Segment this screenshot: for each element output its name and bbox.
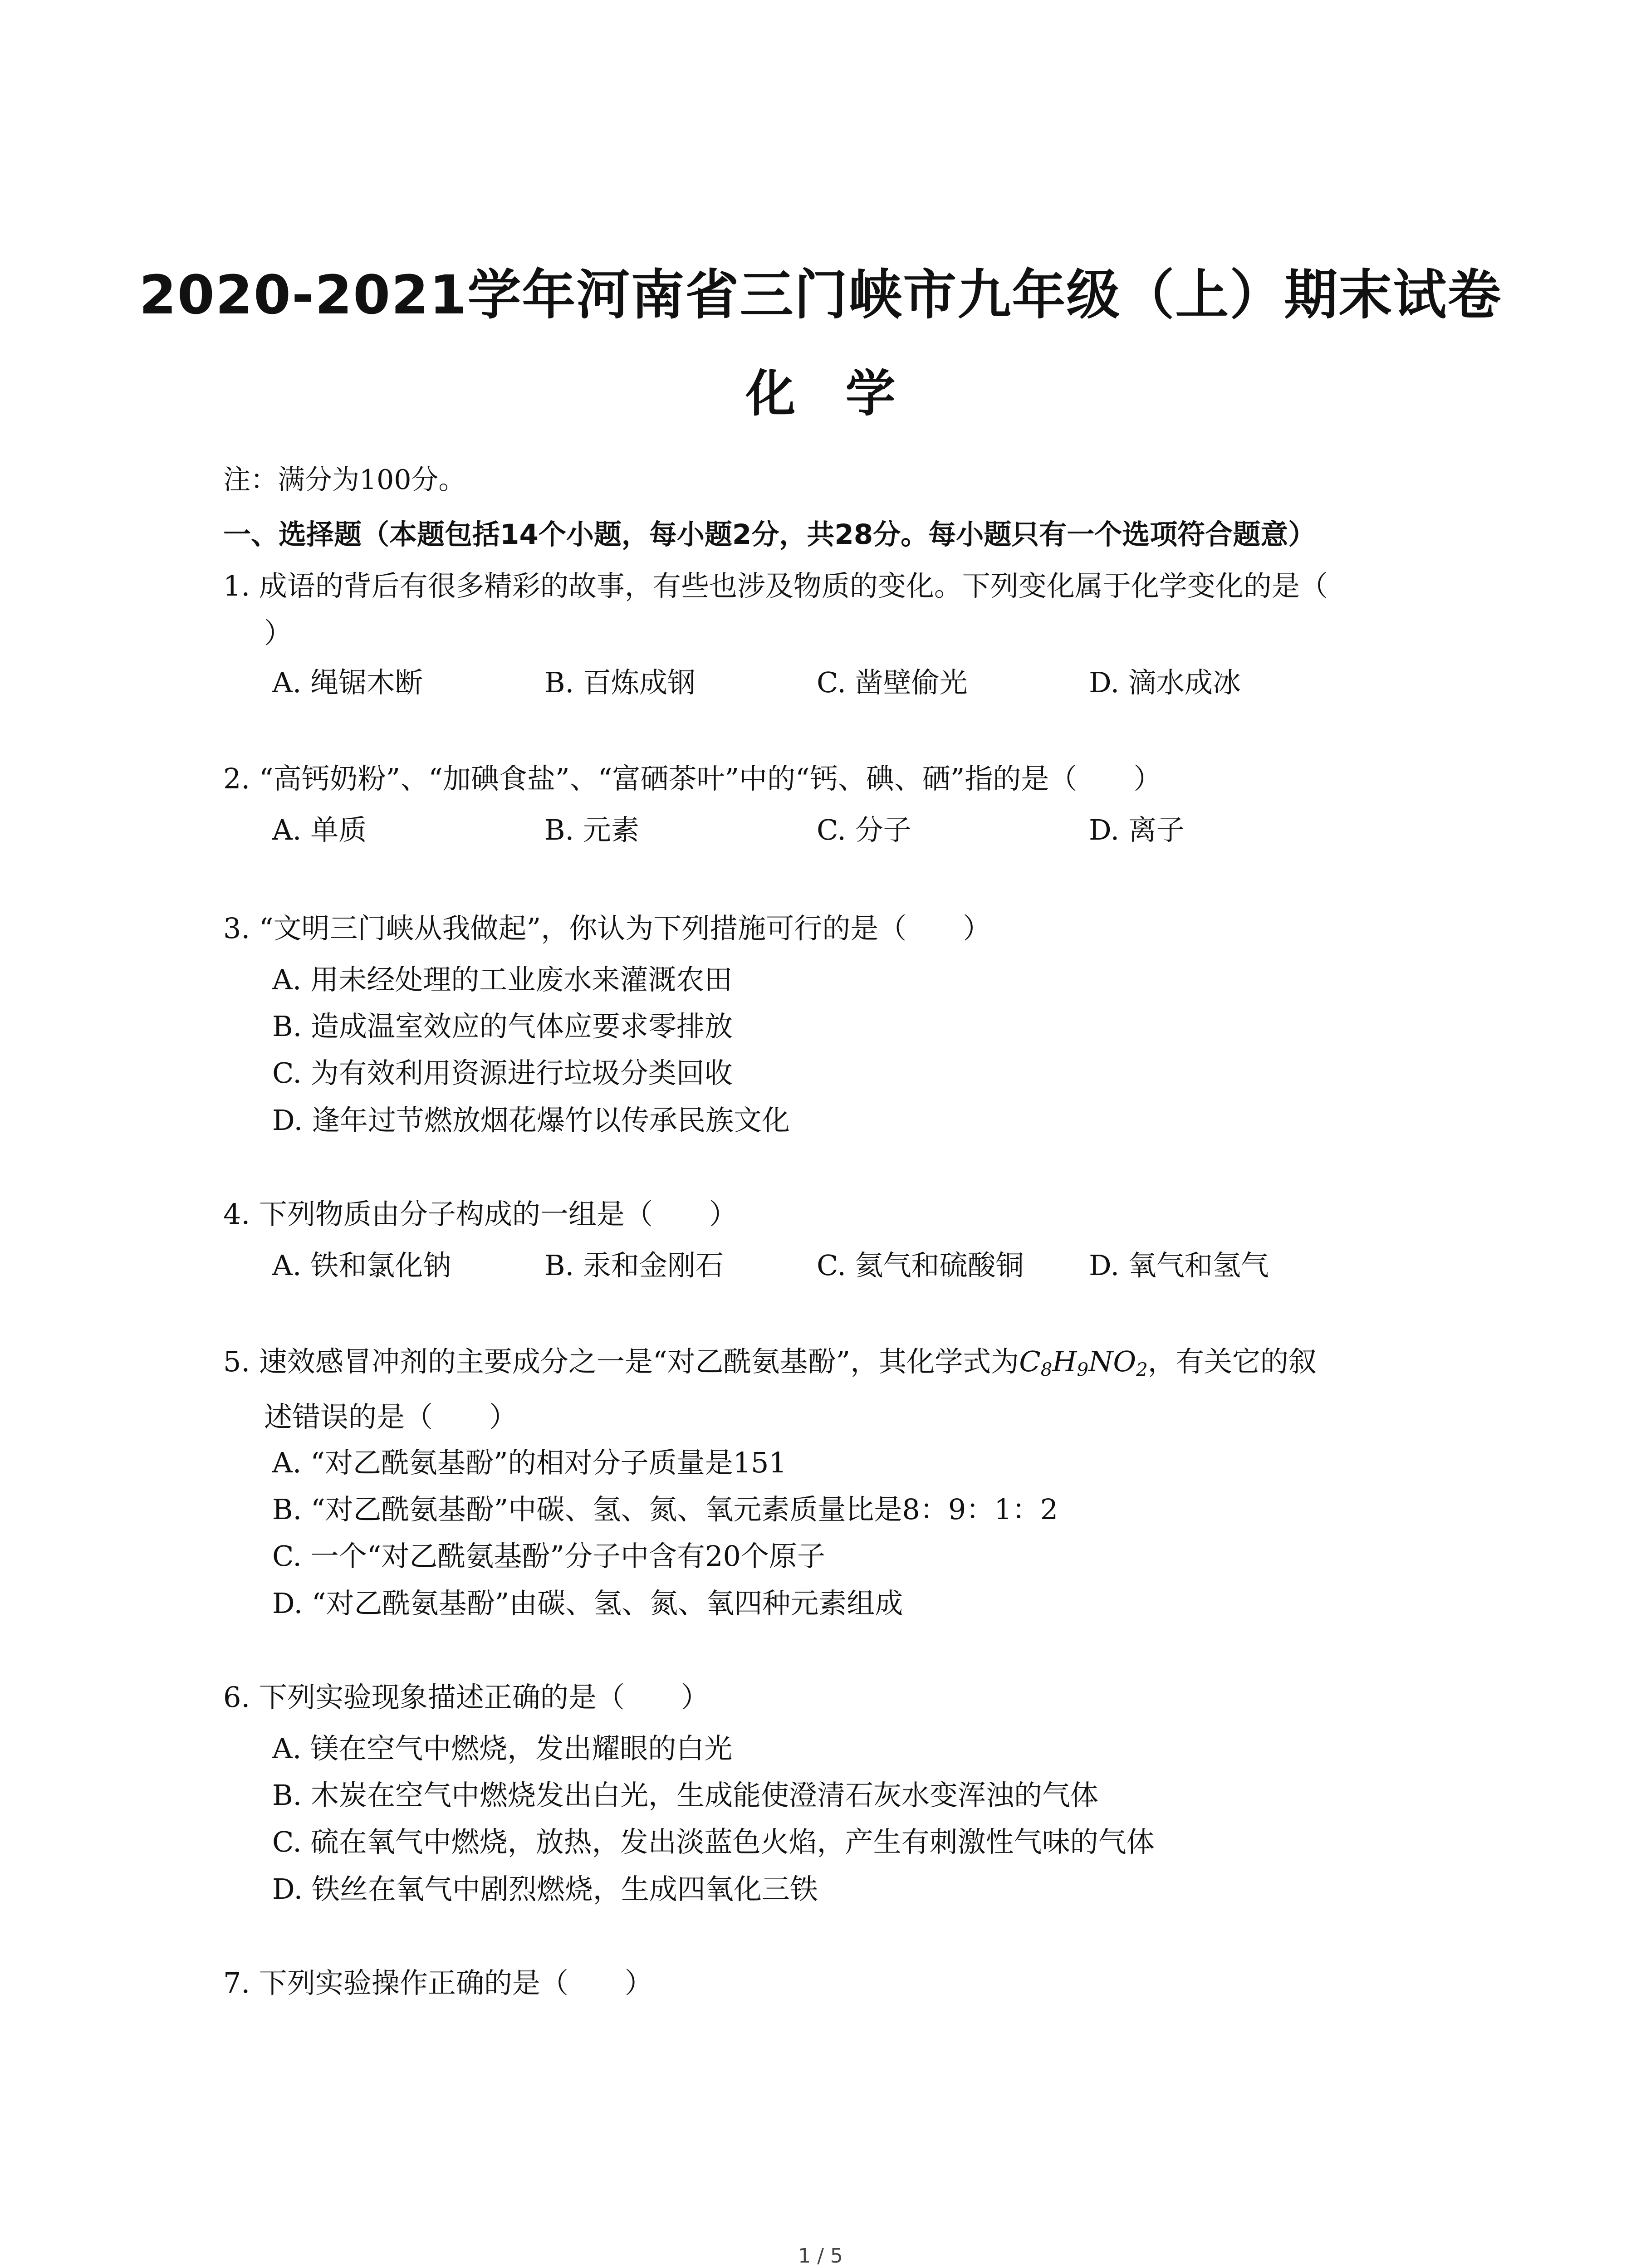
chemical-formula: $C_8H_9NO_2$ — [1019, 1345, 1148, 1381]
section-heading: 一、选择题（本题包括14个小题，每小题2分，共28分。每小题只有一个选项符合题意） — [223, 518, 1316, 551]
question-6-stem: 6. 下列实验现象描述正确的是（ ） — [223, 1681, 709, 1714]
q1-option-c: C. 凿壁偷光 — [817, 666, 968, 699]
q1-option-d: D. 滴水成冰 — [1089, 666, 1241, 699]
q4-option-d: D. 氧气和氢气 — [1089, 1249, 1269, 1282]
q1-option-a: A. 绳锯木断 — [272, 666, 423, 699]
question-5-stem-pre: 5. 速效感冒冲剂的主要成分之一是“对乙酰氨基酚”，其化学式为 — [223, 1345, 1019, 1378]
question-5-stem — [223, 1338, 1439, 1393]
q6-option-d: D. 铁丝在氧气中剧烈燃烧，生成四氧化三铁 — [272, 1872, 818, 1906]
q5-option-c: C. 一个“对乙酰氨基酚”分子中含有20个原子 — [272, 1540, 825, 1573]
q6-option-c: C. 硫在氧气中燃烧，放热，发出淡蓝色火焰，产生有刺激性气味的气体 — [272, 1825, 1155, 1858]
q2-option-c: C. 分子 — [817, 813, 911, 846]
q5-option-d: D. “对乙酰氨基酚”由碳、氢、氮、氧四种元素组成 — [272, 1587, 903, 1620]
page-number: 1 / 5 — [798, 2244, 843, 2268]
question-2 — [223, 755, 1439, 802]
q2-option-b: B. 元素 — [544, 813, 639, 846]
page-title: 2020-2021学年河南省三门峡市九年级（上）期末试卷 — [139, 264, 1502, 326]
question-1 — [223, 562, 1439, 657]
q6-option-a: A. 镁在空气中燃烧，发出耀眼的白光 — [272, 1732, 733, 1765]
q3-option-a: A. 用未经处理的工业废水来灌溉农田 — [272, 963, 733, 996]
question-3 — [223, 905, 1439, 952]
q3-option-c: C. 为有效利用资源进行垃圾分类回收 — [272, 1056, 733, 1090]
q4-option-c: C. 氦气和硫酸铜 — [817, 1249, 1024, 1282]
score-note: 注：满分为100分。 — [223, 464, 466, 496]
subject-title: 化学 — [745, 365, 945, 423]
question-7 — [223, 1960, 1439, 2007]
q2-option-a: A. 单质 — [272, 813, 367, 846]
q6-option-b: B. 木炭在空气中燃烧发出白光，生成能使澄清石灰水变浑浊的气体 — [272, 1779, 1098, 1812]
question-5-stem-cont: 述错误的是（ ） — [264, 1400, 518, 1434]
q4-option-b: B. 汞和金刚石 — [544, 1249, 724, 1282]
question-7-stem: 7. 下列实验操作正确的是（ ） — [223, 1966, 653, 1999]
question-5 — [223, 1338, 1439, 1441]
q4-option-a: A. 铁和氯化钠 — [272, 1249, 451, 1282]
question-4-stem: 4. 下列物质由分子构成的一组是（ ） — [223, 1198, 737, 1231]
q5-option-b: B. “对乙酰氨基酚”中碳、氢、氮、氧元素质量比是8：9：1：2 — [272, 1493, 1058, 1526]
question-1-stem: 1. 成语的背后有很多精彩的故事，有些也涉及物质的变化。下列变化属于化学变化的是（ — [223, 569, 1328, 602]
q3-option-b: B. 造成温室效应的气体应要求零排放 — [272, 1010, 733, 1043]
question-5-stem-post: ，有关它的叙 — [1147, 1345, 1317, 1378]
question-3-stem: 3. “文明三门峡从我做起”，你认为下列措施可行的是（ ） — [223, 912, 991, 945]
question-2-stem: 2. “高钙奶粉”、“加碘食盐”、“富硒茶叶”中的“钙、碘、硒”指的是（ ） — [223, 762, 1162, 795]
question-6 — [223, 1674, 1439, 1721]
question-4 — [223, 1191, 1439, 1238]
q5-option-a: A. “对乙酰氨基酚”的相对分子质量是151 — [272, 1446, 787, 1479]
question-1-stem-cont: ） — [264, 616, 293, 650]
q2-option-d: D. 离子 — [1089, 813, 1185, 846]
q3-option-d: D. 逢年过节燃放烟花爆竹以传承民族文化 — [272, 1104, 790, 1137]
q1-option-b: B. 百炼成钢 — [544, 666, 696, 699]
